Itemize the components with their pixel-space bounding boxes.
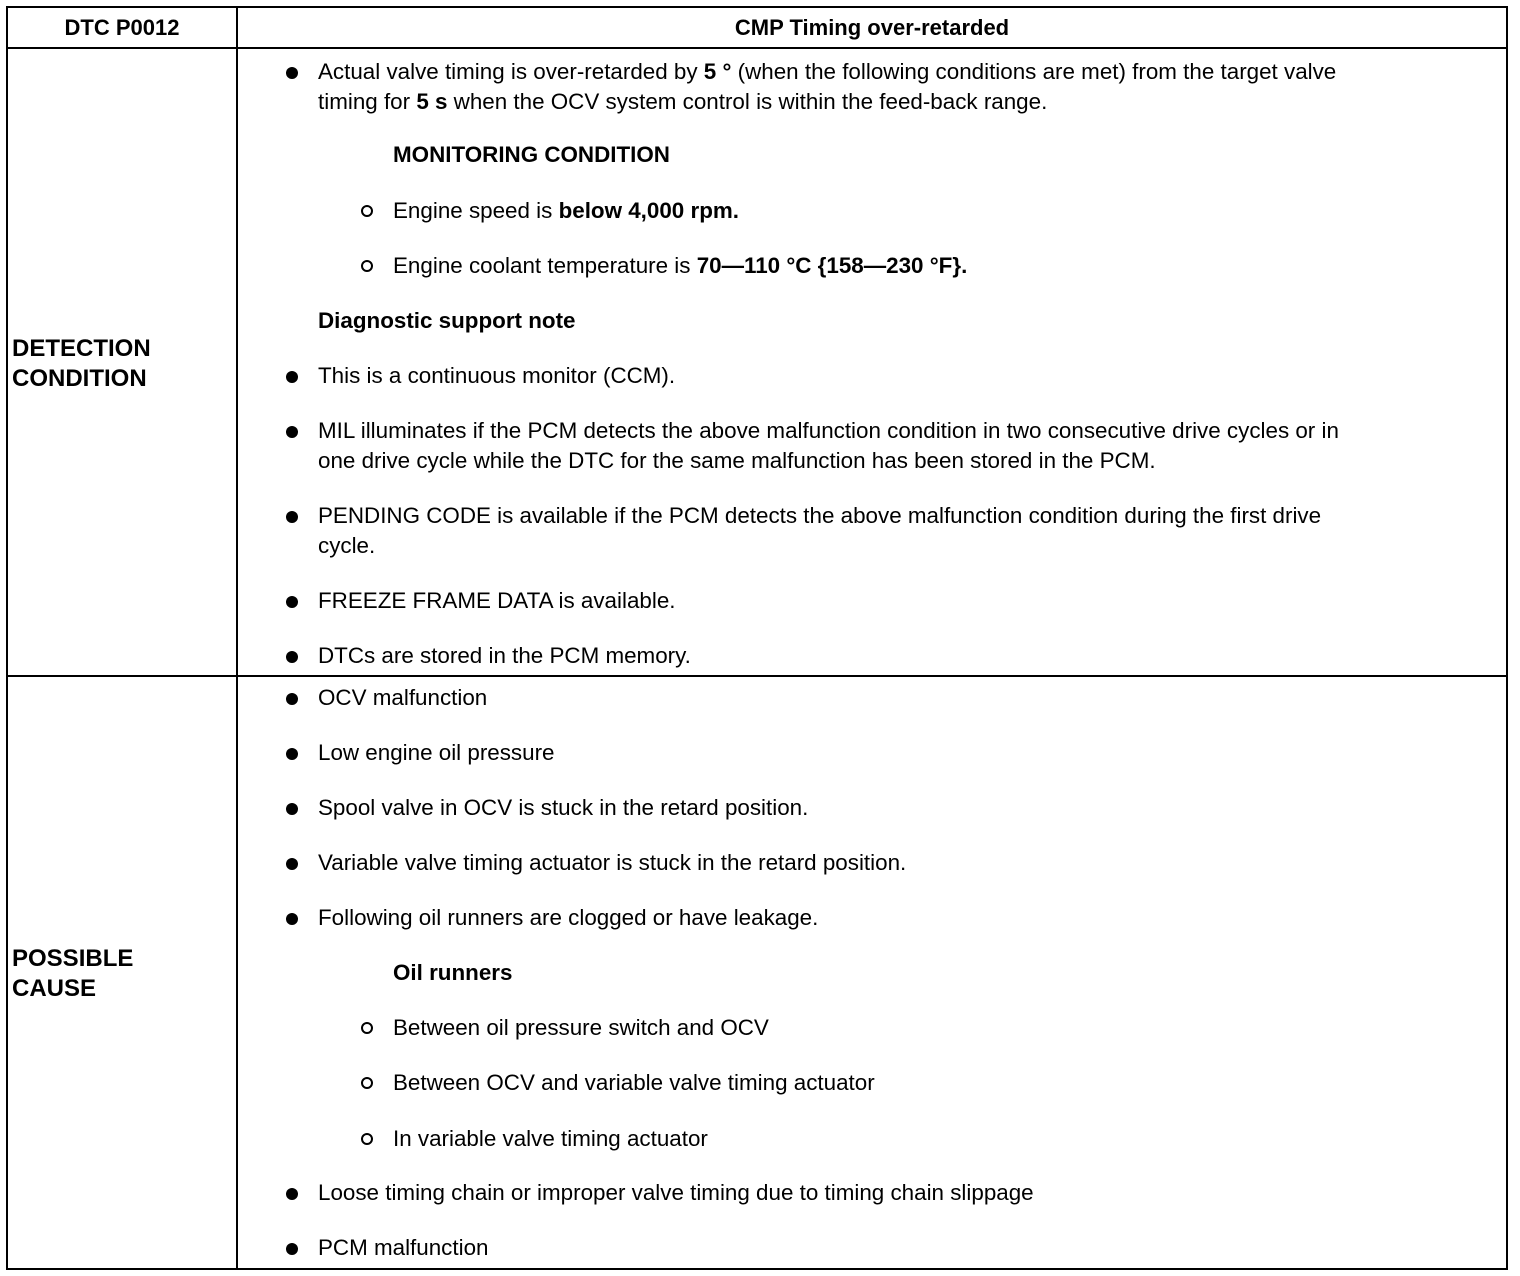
cause-item-7: PCM malfunction [318,1235,489,1260]
circle-bullet-icon [361,1077,373,1089]
cause-item-3: Spool valve in OCV is stuck in the retard position. [318,795,809,820]
detection-item-1-line-2: timing for 5 s when the OCV system control is within the feed-back range. [318,89,1048,114]
circle-bullet-icon [361,260,373,272]
bullet-icon [286,651,298,663]
support-note-2-line-1: MIL illuminates if the PCM detects the above malfunction condition in two consecutive drive cycles or in [318,418,1339,443]
cause-item-5: Following oil runners are clogged or have leakage. [318,905,819,930]
cause-item-4: Variable valve timing actuator is stuck in the retard position. [318,850,907,875]
bullet-icon [286,371,298,383]
support-note-4: FREEZE FRAME DATA is available. [318,588,676,613]
monitoring-condition-2: Engine coolant temperature is 70—110 °C {158—230 °F}. [393,253,968,278]
bullet-icon [286,1188,298,1200]
support-note-3-line-1: PENDING CODE is available if the PCM detects the above malfunction condition during the first drive [318,503,1322,528]
support-note-3-line-2: cycle. [318,533,376,558]
support-note-5: DTCs are stored in the PCM memory. [318,643,691,668]
support-note-2-line-2: one drive cycle while the DTC for the same malfunction has been stored in the PCM. [318,448,1156,473]
row-divider [6,675,1508,677]
bullet-icon [286,596,298,608]
detection-condition-label: DETECTION CONDITION [12,335,151,392]
bullet-icon [286,748,298,760]
cause-item-2: Low engine oil pressure [318,740,555,765]
circle-bullet-icon [361,1022,373,1034]
oil-runner-3: In variable valve timing actuator [393,1126,708,1151]
monitoring-condition-heading: MONITORING CONDITION [393,142,670,167]
detection-item-1-line-1: Actual valve timing is over-retarded by 5 ° (when the following conditions are met) from the target valve [318,59,1337,84]
support-note-1: This is a continuous monitor (CCM). [318,363,676,388]
dtc-code-header: DTC P0012 [64,15,180,40]
bullet-icon [286,913,298,925]
bullet-icon [286,426,298,438]
bullet-icon [286,67,298,79]
bullet-icon [286,511,298,523]
cause-item-6: Loose timing chain or improper valve timing due to timing chain slippage [318,1180,1034,1205]
circle-bullet-icon [361,1133,373,1145]
circle-bullet-icon [361,205,373,217]
oil-runner-1: Between oil pressure switch and OCV [393,1015,769,1040]
bullet-icon [286,803,298,815]
bullet-icon [286,693,298,705]
monitoring-condition-1: Engine speed is below 4,000 rpm. [393,198,739,223]
dtc-title-header: CMP Timing over-retarded [734,15,1010,40]
column-divider [236,6,238,1270]
bullet-icon [286,1243,298,1255]
oil-runner-2: Between OCV and variable valve timing actuator [393,1070,875,1095]
oil-runners-heading: Oil runners [393,960,513,985]
diagnostic-support-heading: Diagnostic support note [318,308,576,333]
possible-cause-label: POSSIBLE CAUSE [12,945,134,1002]
bullet-icon [286,858,298,870]
cause-item-1: OCV malfunction [318,685,488,710]
